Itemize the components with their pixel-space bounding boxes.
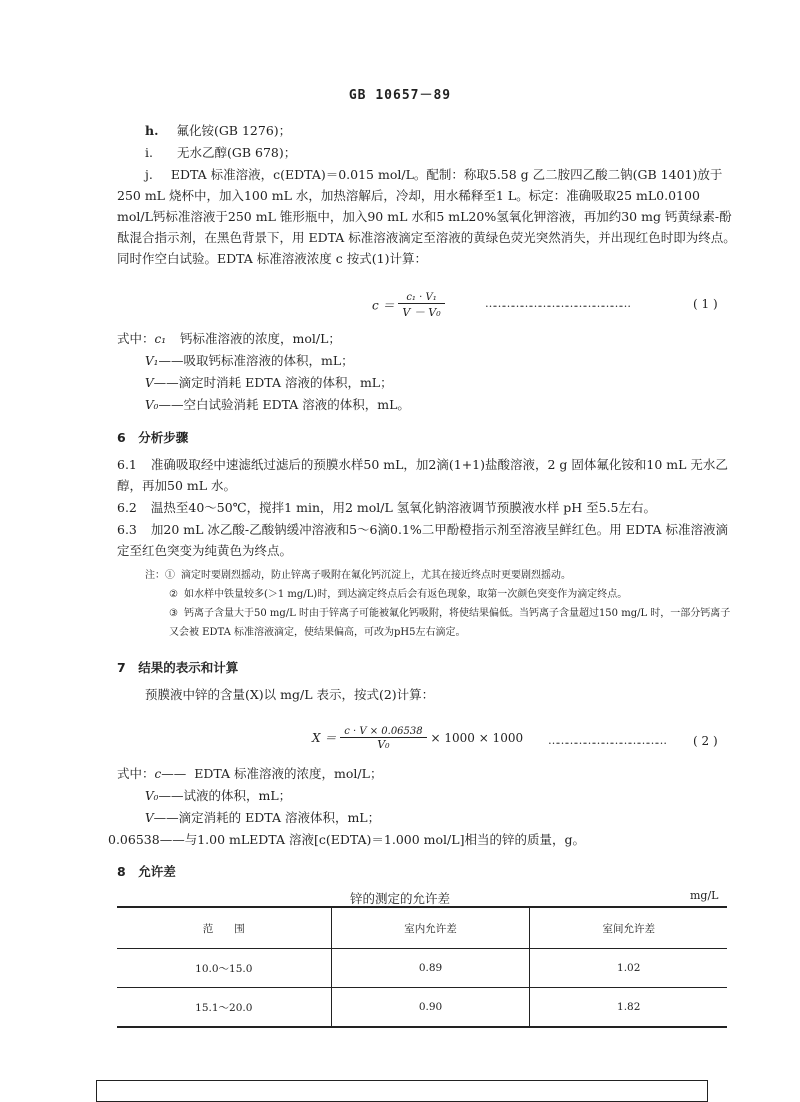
where-sep: ——: [161, 766, 187, 781]
calc-intro: 预膜液中锌的含量(X)以 mg/L 表示，按式(2)计算：: [145, 687, 435, 702]
where-symbol: V: [145, 811, 154, 825]
where-row: [145, 351, 354, 369]
note-text: 钙离子含量大于50 mg/L 时由于锌离子可能被氟化钙吸附，将使结果偏低。当钙离子含量超过150 mg/L 时，一部分钙离子又会被 EDTA 标准溶液滴定，使结果偏高，可改为pH5左右滴定。: [169, 608, 731, 638]
reagent-item-h: [145, 121, 291, 139]
formula-leader-dots: …………………………………: [548, 734, 665, 747]
formula-1: [372, 292, 445, 320]
where-row: [145, 373, 393, 391]
where-intro: 式中：: [117, 331, 155, 346]
where-symbol: V₁: [145, 354, 159, 368]
reagent-text: EDTA 标准溶液，c(EDTA)＝0.015 mol/L。配制：称取5.58 g 乙二胺四乙酸二钠(GB 1401)放于250 mL 烧杯中，加入100 mL 水，加热溶解后，冷却，用水稀释至1 L。标定：准确吸取25 mL0.0100 mol/L钙标准溶液于250 mL 锥形瓶中，加入90 mL 水和5 mL20%氢氧化钾溶液，再加约30 mg 钙黄绿素-酚酞混合指示剂，在黑色背景下，用 EDTA 标准溶液滴定至溶液的黄绿色荧光突然消失，并出现红色时即为终点。同时作空白试验。EDTA 标准溶液浓度 c 按式(1)计算：: [117, 167, 736, 266]
step-number: 6.3: [117, 522, 137, 537]
formula-number: ( 2 ): [693, 734, 718, 748]
where-symbol: V: [145, 376, 154, 390]
where-desc: 滴定时消耗 EDTA 溶液的体积，mL；: [178, 375, 393, 390]
where-sep: ——: [153, 375, 179, 390]
where-sep: ——: [159, 832, 185, 847]
page-bottom-frame: [96, 1080, 708, 1102]
table-title: 锌的测定的允许差: [349, 891, 450, 906]
where-desc: 与1.00 mLEDTA 溶液[c(EDTA)＝1.000 mol/L]相当的锌的质量，g。: [184, 832, 585, 847]
where-symbol: c₁: [154, 332, 167, 346]
formula-number: ( 1 ): [693, 297, 718, 311]
note-text: 如水样中铁量较多(＞1 mg/L)时，到达滴定终点后会有返色现象，取第一次颜色突变作为滴定终点。: [183, 589, 628, 600]
where-row: [117, 764, 382, 782]
where-row: [145, 786, 291, 804]
formula-2: [312, 726, 523, 751]
table-cell: 15.1～20.0: [117, 988, 331, 1028]
formula-fraction: [398, 292, 444, 320]
formula-lhs: c ＝: [372, 298, 395, 313]
note-2: [169, 585, 627, 600]
section-heading-8: 8 允许差: [117, 864, 176, 879]
standard-code-header: GB 10657－89: [348, 88, 452, 103]
reagent-text: 无水乙醇(GB 678)；: [176, 145, 297, 160]
reagent-mark: j.: [145, 167, 153, 182]
where-symbol: c: [154, 767, 162, 781]
formula-leader-dots: …………………………………………: [485, 297, 629, 310]
formula-fraction: [340, 726, 426, 751]
where-symbol: 0.06538: [108, 832, 160, 847]
formula-lhs: X ＝: [312, 731, 337, 745]
note-3: [169, 604, 739, 642]
where-desc: EDTA 标准溶液的浓度，mol/L；: [194, 766, 383, 781]
where-desc: 钙标准溶液的浓度，mol/L；: [180, 331, 341, 346]
step-6-2: [117, 497, 737, 518]
formula-denominator: V － V₀: [402, 306, 441, 319]
table-row: [117, 949, 727, 988]
step-number: 6.1: [117, 457, 137, 472]
where-row: [108, 830, 585, 848]
where-row: [145, 395, 410, 413]
table-cell: 10.0～15.0: [117, 949, 331, 988]
formula-denominator: V₀: [377, 738, 390, 751]
formula-numerator: c · V × 0.06538: [340, 726, 426, 738]
reagent-text: 氟化铵(GB 1276)；: [176, 123, 292, 138]
table-header-row: [117, 907, 727, 949]
step-number: 6.2: [117, 500, 137, 515]
table-cell: 0.90: [331, 988, 530, 1028]
reagent-mark: h.: [145, 123, 159, 138]
table-unit: mg/L: [690, 889, 719, 902]
reagent-mark: i.: [145, 145, 153, 160]
where-desc: 空白试验消耗 EDTA 溶液的体积，mL。: [183, 397, 410, 412]
where-intro: 式中：: [117, 766, 155, 781]
step-6-1: [117, 454, 737, 496]
reagent-item-i: [145, 143, 296, 161]
table-cell: 1.82: [530, 988, 727, 1028]
where-sep: ——: [158, 788, 184, 803]
step-6-3: [117, 519, 737, 561]
table-cell: 1.02: [530, 949, 727, 988]
where-symbol: V₀: [145, 789, 159, 803]
section-heading-6: 6 分析步骤: [117, 430, 189, 445]
note-mark: ③: [169, 608, 178, 619]
table-header-cell: 室内允许差: [331, 907, 530, 949]
table-row: [117, 988, 727, 1028]
where-desc: 吸取钙标准溶液的体积，mL；: [183, 353, 354, 368]
note-mark: ②: [169, 589, 178, 600]
where-sep: ——: [158, 353, 184, 368]
section-heading-7: 7 结果的表示和计算: [117, 660, 239, 675]
reagent-item-j: [117, 164, 737, 269]
note-mark: ①: [165, 570, 175, 581]
step-text: 加20 mL 冰乙酸-乙酸钠缓冲溶液和5～6滴0.1%二甲酚橙指示剂至溶液呈鲜红色。用 EDTA 标准溶液滴定至红色突变为纯黄色为终点。: [117, 522, 729, 558]
table-header-cell: 范 围: [117, 907, 331, 949]
where-sep: ——: [153, 810, 179, 825]
step-text: 准确吸取经中速滤纸过滤后的预膜水样50 mL，加2滴(1+1)盐酸溶液，2 g 固体氟化铵和10 mL 无水乙醇，再加50 mL 水。: [117, 457, 728, 493]
note-text: 滴定时要剧烈摇动，防止锌离子吸附在氟化钙沉淀上，尤其在接近终点时更要剧烈摇动。: [181, 570, 571, 581]
where-row: [145, 808, 380, 826]
where-row: [117, 329, 341, 347]
tolerance-table: [117, 906, 727, 1028]
where-sep: ——: [158, 397, 184, 412]
where-desc: 滴定消耗的 EDTA 溶液体积，mL；: [178, 810, 381, 825]
where-desc: 试液的体积，mL；: [183, 788, 292, 803]
where-symbol: V₀: [145, 398, 159, 412]
table-cell: 0.89: [331, 949, 530, 988]
formula-numerator: c₁ · V₁: [398, 292, 444, 304]
step-text: 温热至40～50℃，搅拌1 min，用2 mol/L 氢氧化钠溶液调节预膜液水样 pH 至5.5左右。: [150, 500, 657, 515]
note-1: [145, 566, 571, 581]
formula-multipliers: × 1000 × 1000: [430, 731, 524, 745]
notes-label: 注：: [145, 570, 165, 581]
table-header-cell: 室间允许差: [530, 907, 727, 949]
